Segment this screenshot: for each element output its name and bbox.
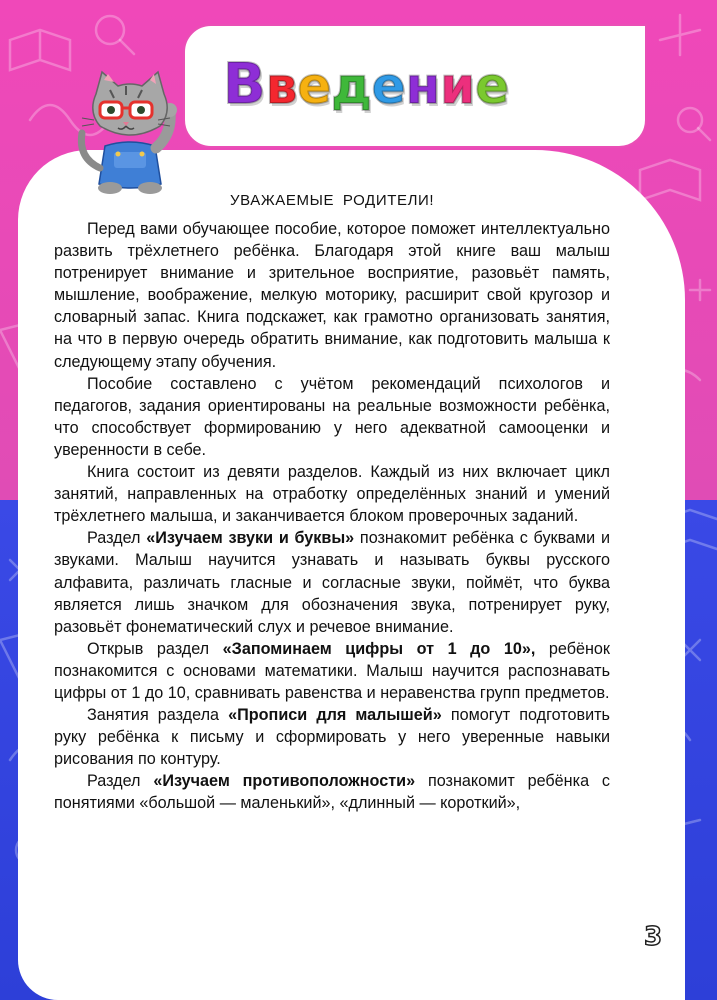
kitten-with-glasses-icon — [70, 68, 190, 198]
title-letter: е — [297, 57, 332, 115]
section-name: «Запоминаем цифры от 1 до 10», — [222, 639, 536, 658]
paragraph: Занятия раздела «Прописи для малышей» помогут подготовить руку ребёнка к письму и сформировать у него уверенные навыки рисования по контуру. — [54, 706, 610, 769]
section-name: «Изучаем звуки и буквы» — [146, 529, 355, 548]
page-title — [223, 50, 523, 120]
section-name: «Изучаем противоположности» — [153, 772, 416, 791]
title-letter: н — [405, 57, 441, 115]
title-letter: д — [331, 57, 372, 115]
title-letter: в — [265, 57, 298, 115]
paragraph: Перед вами обучающее пособие, которое поможет интеллектуально развить трёхлетнего ребёнка. Благодаря этой книге ваш малыш потренирует внимание и зрительное восприятие, разовьёт память, мышление, воображение, мелкую моторику, расширит свой кругозор и словарный запас. Книга подскажет, как грамотно организовать занятия, на что в первую очередь обратить внимание, как подготовить малыша к следующему этапу обучения. — [54, 220, 610, 371]
paragraph: Книга состоит из девяти разделов. Каждый из них включает цикл занятий, направленных на отработку определённых знаний и умений трёхлетнего малыша, и заканчивается блоком проверочных заданий. — [54, 463, 610, 526]
paragraph: Открыв раздел «Запоминаем цифры от 1 до 10», ребёнок познакомится с основами математики. Малыш научится распознавать цифры от 1 до 10, сравнивать равенства и неравенства групп предметов. — [54, 639, 610, 702]
page-number: 3 — [643, 922, 663, 952]
intro-text — [54, 218, 610, 815]
title-letter: е — [371, 57, 406, 115]
title-letter: В — [223, 52, 266, 117]
section-name: «Прописи для малышей» — [228, 706, 442, 725]
paragraph: Раздел «Изучаем противоположности» познакомит ребёнка с понятиями «большой — маленький», «длинный — короткий», — [54, 772, 610, 813]
title-letter: и — [440, 57, 476, 115]
title-letter: е — [475, 57, 510, 115]
paragraph: Пособие составлено с учётом рекомендаций психологов и педагогов, задания ориентированы на реальные возможности ребёнка, что способствует формированию у него адекватной самооценки и уверенности в себе. — [54, 374, 610, 459]
greeting-heading: УВАЖАЕМЫЕ РОДИТЕЛИ! — [230, 192, 435, 209]
paragraph: Раздел «Изучаем звуки и буквы» познакомит ребёнка с буквами и звуками. Малыш научится узнавать и называть буквы русского алфавита, различать гласные и согласные звуки, поймёт, что буква является лишь значком для обозначения звука, потренирует руку, разовьёт фонематический слух и речевое внимание. — [54, 529, 610, 636]
